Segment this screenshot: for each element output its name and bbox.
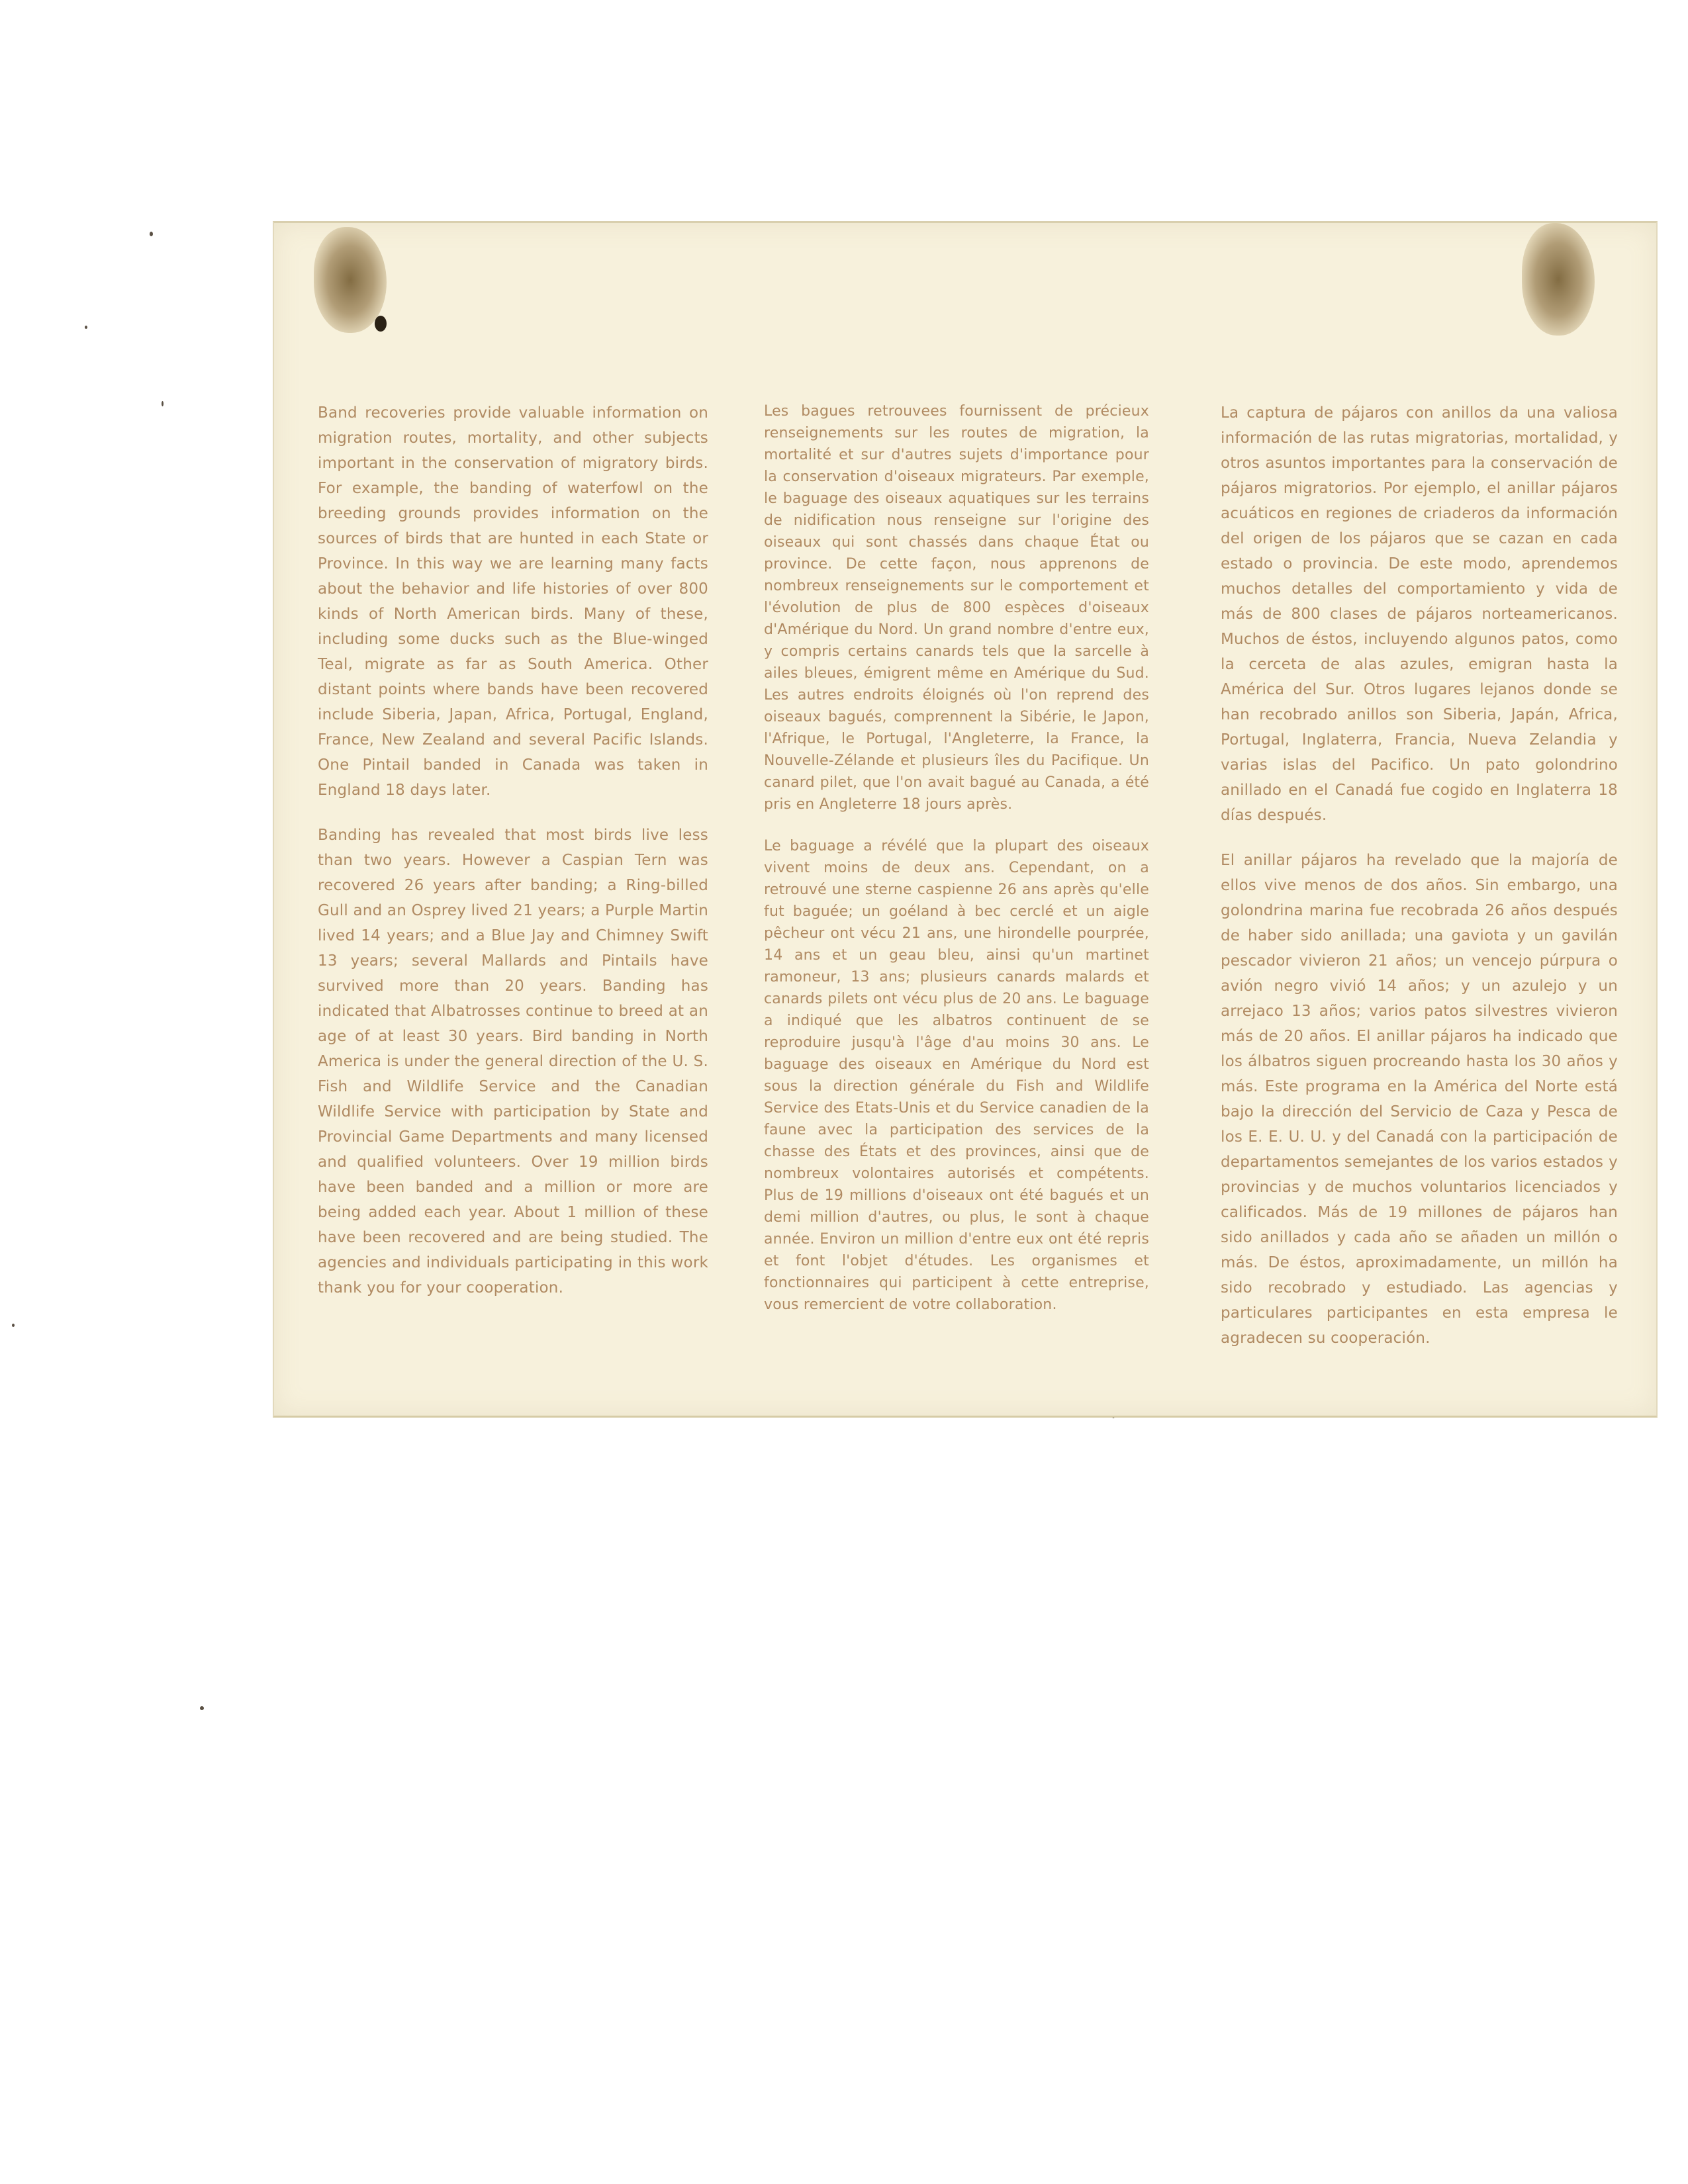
bird-banding-card [273, 221, 1658, 1418]
french-paragraph: Les bagues retrouvees fournissent de précieux renseignements sur les routes de migration, la mortalité et sur d'autres sujets d'importance pour la conservation d'oiseaux migrateurs. Par exemple, le baguage des oiseaux aquatiques sur les terrains de nidification nous renseigne sur l'origine des oiseaux qui sont chassés dans chaque État ou province. De cette façon, nous apprenons de nombreux renseignements sur le comportement et l'évolution de plus de 800 espèces d'oiseaux d'Amérique du Nord. Un grand nombre d'entre eux, y compris certains canards tels que la sarcelle à ailes bleues, émigrent même en Amérique du Sud. Les autres endroits éloignés où l'on reprend des oiseaux bagués, comprennent la Sibérie, le Japon, l'Afrique, le Portugal, l'Angleterre, la France, la Nouvelle-Zélande et plusieurs îles du Pacifique. Un canard pilet, que l'on avait bagué au Canada, a été pris en Angleterre 18 jours après. [764, 403, 1149, 813]
dust-speck [12, 1324, 15, 1327]
english-paragraph: Band recoveries provide valuable information on migration routes, mortality, and other subjects important in the conservation of migratory birds. For example, the banding of waterfowl on the breeding grounds provides information on the sources of birds that are hunted in each State or Province. In this way we are learning many facts about the behavior and life histories of over 800 kinds of North American birds. Many of these, including some ducks such as the Blue-winged Teal, migrate as far as South America. Other distant points where bands have been recovered include Siberia, Japan, Africa, Portugal, England, France, New Zealand and several Pacific Islands. One Pintail banded in Canada was taken in England 18 days later. [318, 404, 708, 799]
glue-stain [314, 227, 387, 333]
dust-speck [150, 232, 153, 236]
dust-speck [200, 1706, 204, 1710]
dust-speck [85, 326, 87, 329]
spanish-paragraph: El anillar pájaros ha revelado que la majoría de ellos vive menos de dos años. Sin embargo, una golondrina marina fue recobrada 26 años después de haber sido anillada; una gaviota y un gavilán pescador vivieron 21 años; un vencejo púrpura o avión negro vivió 14 años; y un azulejo y un arrejaco 13 años; varios patos silvestres vivieron más de 20 años. El anillar pájaros ha indicado que los álbatros siguen procreando hasta los 30 años y más. Este programa en la América del Norte está bajo la dirección del Servicio de Caza y Pesca de los E. E. U. U. y del Canadá con la participación de departamentos semejantes de los varios estados y provincias y de muchos voluntarios licenciados y calificados. Más de 19 millones de pájaros han sido anillados y cada año se añaden un millón o más. De éstos, aproximadamente, un millón ha sido recobrado y estudiado. Las agencias y particulares participantes en esta empresa le agradecen su cooperación. [1221, 852, 1618, 1347]
spanish-paragraph: La captura de pájaros con anillos da una valiosa información de las rutas migratorias, mortalidad, y otros asuntos importantes para la conservación de pájaros migratorios. Por ejemplo, el anillar pájaros acuáticos en regiones de criaderos da información del origen de los pájaros que se cazan en cada estado o provincia. De este modo, aprendemos muchos detalles del comportamiento y vida de más de 800 clases de pájaros norteamericanos. Muchos de éstos, incluyendo algunos patos, como la cerceta de alas azules, emigran hasta la América del Sur. Otros lugares lejanos donde se han recobrado anillos son Siberia, Japán, Africa, Portugal, Inglaterra, Francia, Nueva Zelandia y varias islas del Pacifico. Un pato golondrino anillado en el Canadá fue cogido en Inglaterra 18 días después. [1221, 404, 1618, 824]
french-paragraph: Le baguage a révélé que la plupart des oiseaux vivent moins de deux ans. Cependant, on a retrouvé une sterne caspienne 26 ans après qu'elle fut baguée; un goéland à bec cerclé et un aigle pêcheur ont vécu 21 ans, une hirondelle pourprée, 14 ans et un geau bleu, ainsi qu'un martinet ramoneur, 13 ans; plusieurs canards malards et canards pilets ont vécu plus de 20 ans. Le baguage a indiqué que les albatros continuent de se reproduire jusqu'à l'âge d'au moins 30 ans. Le baguage des oiseaux en Amérique du Nord est sous la direction générale du Fish and Wildlife Service des Etats-Unis et du Service canadien de la faune avec la participation des services de la chasse des États et des provinces, ainsi que de nombreux volontaires autorisés et compétents. Plus de 19 millions d'oiseaux ont été bagués et un demi million d'autres, ou plus, le sont à chaque année. Environ un million d'entre eux ont été repris et font l'objet d'études. Les organismes et fonctionnaires qui participent à cette entreprise, vous remercient de votre collaboration. [764, 838, 1149, 1313]
english-paragraph: Banding has revealed that most birds live less than two years. However a Caspian Tern was recovered 26 years after banding; a Ring-billed Gull and an Osprey lived 21 years; a Purple Martin lived 14 years; and a Blue Jay and Chimney Swift 13 years; several Mallards and Pintails have survived more than 20 years. Banding has indicated that Albatrosses continue to breed at an age of at least 30 years. Bird banding in North America is under the general direction of the U. S. Fish and Wildlife Service and the Canadian Wildlife Service with participation by State and Provincial Game Departments and many licensed and qualified volunteers. Over 19 million birds have been banded and a million or more are being added each year. About 1 million of these have been recovered and are being studied. The agencies and individuals participating in this work thank you for your cooperation. [318, 827, 708, 1297]
english-column [318, 400, 708, 1320]
punch-hole [375, 316, 387, 332]
dust-speck [162, 401, 164, 406]
glue-stain [1522, 223, 1595, 336]
spanish-column [1221, 400, 1618, 1371]
french-column [764, 400, 1149, 1336]
